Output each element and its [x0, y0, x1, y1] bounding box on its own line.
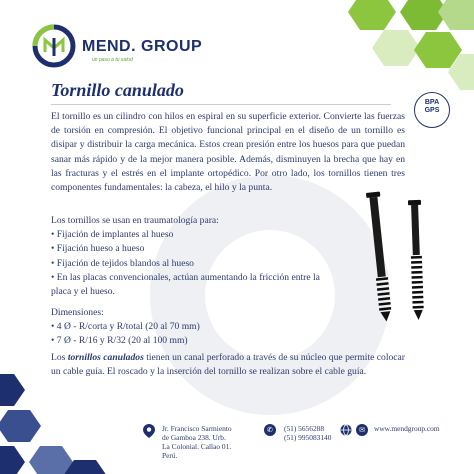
closing-emphasis: tornillos canulados — [67, 352, 144, 363]
bpa-gps-seal — [414, 92, 450, 128]
address-line: Jr. Francisco Sarmiento — [162, 424, 232, 433]
uses-item: • Fijación hueso a hueso — [51, 243, 145, 255]
uses-item: • Fijación de tejidos blandos al hueso — [51, 257, 194, 269]
globe-icon — [340, 424, 352, 436]
uses-item: • En las placas convencionales, actúan aumentando la fricción entre la — [51, 271, 320, 283]
hexagon-shape — [348, 0, 396, 30]
hexagon-shape — [438, 0, 474, 30]
hexagon-shape — [372, 30, 420, 66]
address-line: La Colonial. Callao 01. — [162, 442, 232, 451]
title-divider — [51, 104, 391, 105]
closing-prefix: Los — [51, 352, 68, 363]
closing-paragraph — [51, 351, 405, 379]
mail-icon: ✉ — [356, 424, 368, 436]
contact-footer — [0, 418, 474, 474]
uses-item: placa y el hueso. — [51, 286, 115, 298]
phone-icon: ✆ — [264, 424, 276, 436]
address-line: de Gamboa 238. Urb. — [162, 433, 226, 442]
seal-line-1: BPA — [424, 99, 440, 106]
dimensions-item: • 4 Ø - R/corta y R/total (20 al 70 mm) — [51, 321, 200, 333]
page-title: Tornillo canulado — [51, 80, 184, 100]
brand-tagline: un paso a tu salud — [92, 57, 133, 63]
phone-number[interactable]: (51) 995083140 — [284, 433, 332, 442]
website-link[interactable]: www.mendgroup.com — [374, 424, 440, 433]
phone-number[interactable]: (51) 5656288 — [284, 424, 325, 433]
uses-item: • Fijación de implantes al hueso — [51, 229, 174, 241]
address-line: Perú. — [162, 451, 178, 460]
closing-rest: tienen un canal perforado a través de su núcleo que permite colocar un cable guía. El roscado y la inserción del tornillo se realizan sobre el cable guía. — [51, 352, 406, 378]
dimensions-item: • 7 Ø - R/16 y R/32 (20 al 100 mm) — [51, 335, 188, 347]
footer-address — [162, 424, 232, 460]
uses-section — [51, 214, 351, 299]
location-icon — [143, 424, 155, 438]
description-paragraph: El tornillo es un cilindro con hilos en espiral en su superficie exterior. Convierte las fuerzas de torsión en compresión. El objetivo funcional principal en el diseño de un tornillo es disipar y distribuir la carga mecánica. Estos crean presión entre los huesos para que puedan sanar más rápido y de la mejor manera posible. Además, disminuyen la brecha que hay en las fracturas y el estrés en el implante ortopédico. Por otro lado, los tornillos tienen tres componentes fundamentales: la cabeza, el hilo y la punta. — [51, 111, 405, 194]
dimensions-intro: Dimensiones: — [51, 307, 104, 318]
uses-intro: Los tornillos se usan en traumatología para: — [51, 215, 219, 226]
brand-name: MEND. GROUP — [82, 38, 203, 55]
mend-group-logo — [32, 24, 76, 68]
hexagon-shape — [0, 374, 25, 406]
decorative-hexagons-top — [300, 0, 474, 100]
seal-line-2: GPS — [424, 107, 440, 114]
footer-phones — [284, 424, 331, 442]
dimensions-section — [51, 306, 405, 349]
